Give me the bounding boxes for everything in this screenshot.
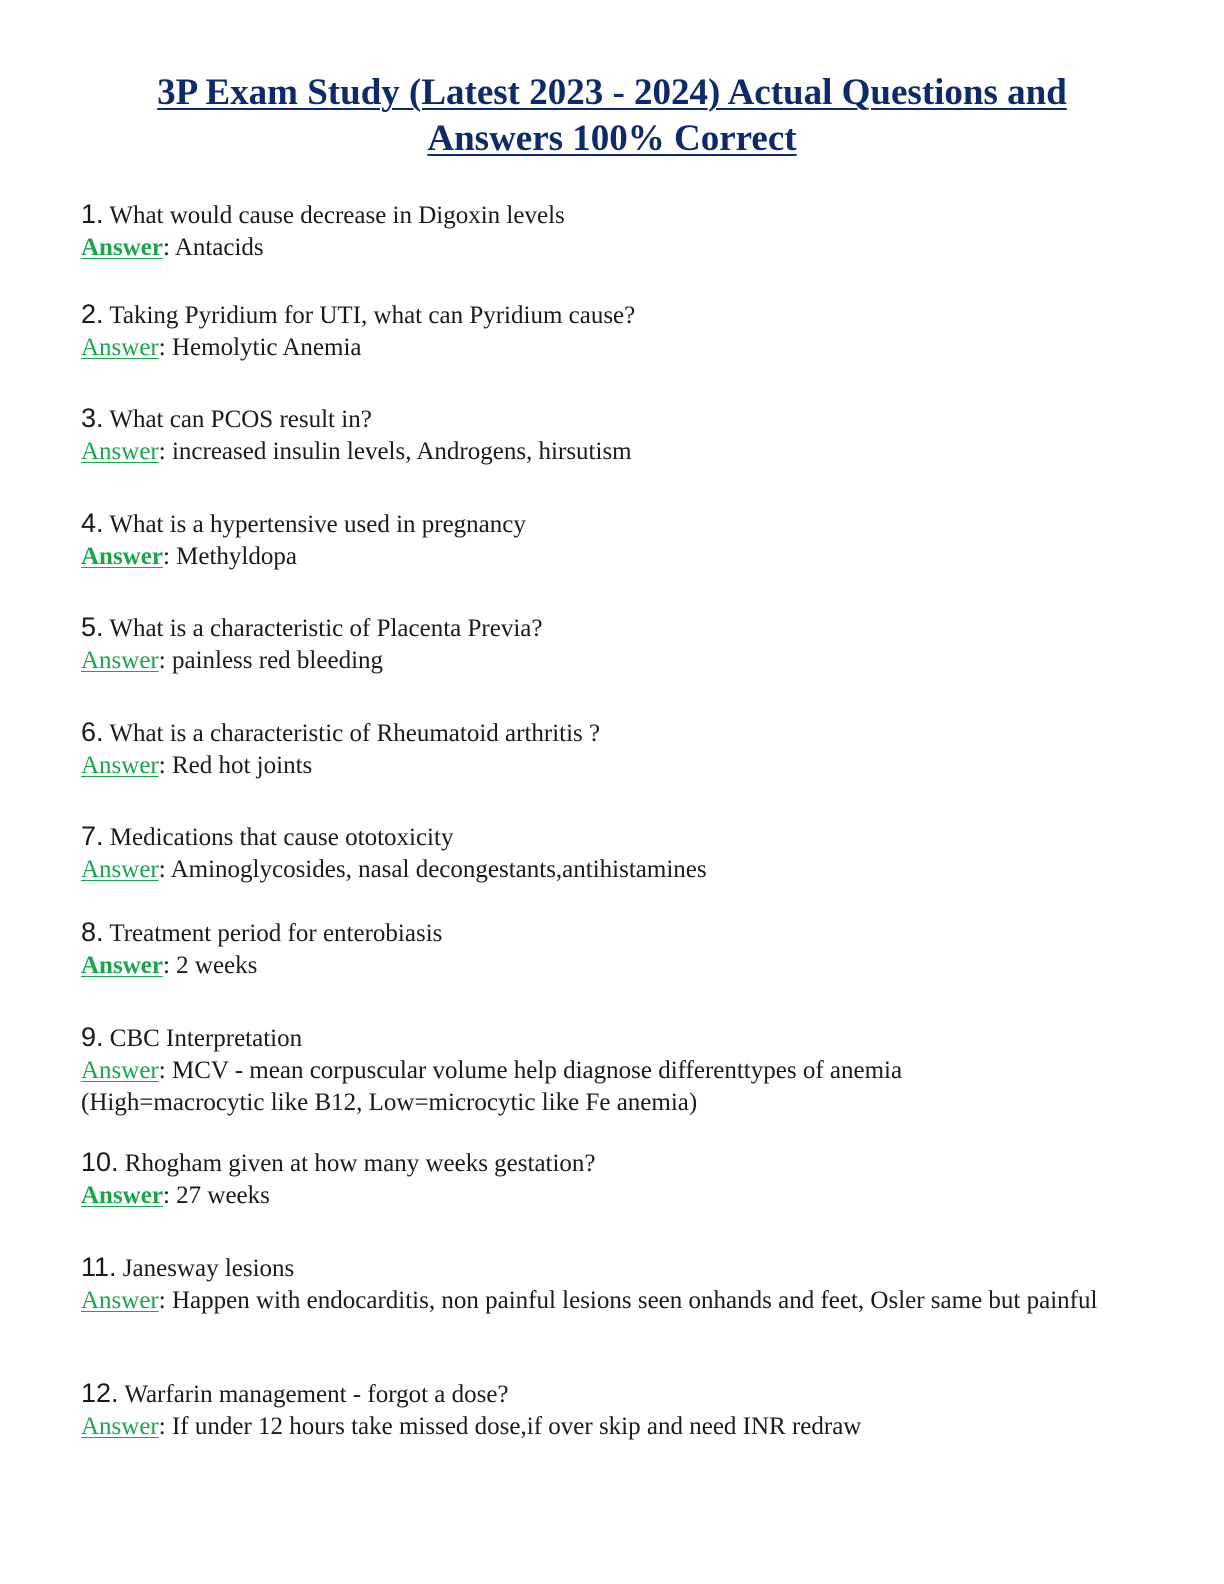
qa-item-8: [81, 916, 1141, 982]
question-text: What is a characteristic of Placenta Previa?: [109, 615, 543, 642]
answer-label: Answer: [81, 1057, 159, 1084]
answer-8: Answer: 2 weeks: [81, 952, 258, 979]
question-number: 1.: [81, 199, 104, 229]
answer-text: painless red bleeding: [171, 647, 384, 674]
answer-text: Aminoglycosides, nasal decongestants,antihistamines: [170, 856, 707, 883]
answer-label: Answer: [81, 1287, 159, 1314]
answer-text: Hemolytic Anemia: [171, 334, 362, 361]
question-number: 10.: [81, 1147, 119, 1177]
qa-item-11: [81, 1251, 1141, 1317]
question-1: [81, 198, 1141, 232]
qa-item-9: [81, 1021, 1141, 1119]
question-number: 12.: [81, 1378, 119, 1408]
question-number: 2.: [81, 299, 104, 329]
answer-12: Answer: If under 12 hours take missed dose,if over skip and need INR redraw: [81, 1413, 862, 1440]
qa-item-12: [81, 1377, 1141, 1443]
answer-label: Answer: [81, 234, 163, 261]
qa-item-7: [81, 820, 1141, 886]
question-text: Treatment period for enterobiasis: [109, 920, 443, 947]
page-title: [60, 70, 1164, 162]
question-number: 3.: [81, 403, 104, 433]
question-text: What is a hypertensive used in pregnancy: [109, 511, 526, 538]
question-12: [81, 1377, 1141, 1411]
answer-5: Answer: painless red bleeding: [81, 647, 384, 674]
question-number: 6.: [81, 717, 104, 747]
answer-label: Answer: [81, 1413, 159, 1440]
answer-10: Answer: 27 weeks: [81, 1182, 270, 1209]
question-number: 4.: [81, 508, 104, 538]
answer-4: Answer: Methyldopa: [81, 543, 297, 570]
qa-item-1: [81, 198, 1141, 264]
question-text: Rhogham given at how many weeks gestation?: [124, 1150, 596, 1177]
answer-3: Answer: increased insulin levels, Androgens, hirsutism: [81, 438, 632, 465]
question-11: [81, 1251, 1141, 1285]
question-8: [81, 916, 1141, 950]
question-number: 5.: [81, 612, 104, 642]
answer-text: 2 weeks: [176, 952, 258, 979]
question-5: [81, 611, 1141, 645]
question-text: CBC Interpretation: [109, 1025, 303, 1052]
question-text: What can PCOS result in?: [109, 406, 372, 433]
answer-label: Answer: [81, 438, 159, 465]
answer-text: Happen with endocarditis, non painful lesions seen onhands and feet, Osler same but painful: [171, 1287, 1098, 1314]
question-text: Taking Pyridium for UTI, what can Pyridium cause?: [109, 302, 636, 329]
answer-text: 27 weeks: [176, 1182, 270, 1209]
title-line-1: 3P Exam Study (Latest 2023 - 2024) Actual Questions and: [157, 72, 1067, 113]
answer-text: MCV - mean corpuscular volume help diagnose differenttypes of anemia (High=macrocytic like B12, Low=microcytic like Fe anemia): [81, 1057, 903, 1116]
answer-text: Red hot joints: [171, 752, 313, 779]
qa-item-2: [81, 298, 1141, 364]
question-2: [81, 298, 1141, 332]
question-number: 11.: [81, 1252, 117, 1282]
question-number: 8.: [81, 917, 104, 947]
question-3: [81, 402, 1141, 436]
answer-1: Answer: Antacids: [81, 234, 264, 261]
answer-label: Answer: [81, 647, 159, 674]
answer-text: Methyldopa: [176, 543, 297, 570]
question-7: [81, 820, 1141, 854]
question-number: 9.: [81, 1022, 104, 1052]
answer-7: Answer: Aminoglycosides, nasal decongestants,antihistamines: [81, 856, 707, 883]
answer-text: Antacids: [174, 234, 264, 261]
answer-label: Answer: [81, 752, 159, 779]
qa-item-6: [81, 716, 1141, 782]
question-number: 7.: [81, 821, 104, 851]
answer-text: increased insulin levels, Androgens, hirsutism: [171, 438, 632, 465]
title-line-2: Answers 100% Correct: [427, 118, 797, 159]
answer-label: Answer: [81, 543, 163, 570]
question-6: [81, 716, 1141, 750]
question-text: What would cause decrease in Digoxin levels: [109, 202, 565, 229]
qa-item-5: [81, 611, 1141, 677]
answer-text: If under 12 hours take missed dose,if over skip and need INR redraw: [171, 1413, 862, 1440]
qa-item-4: [81, 507, 1141, 573]
qa-item-3: [81, 402, 1141, 468]
answer-2: Answer: Hemolytic Anemia: [81, 334, 362, 361]
answer-11: Answer: Happen with endocarditis, non painful lesions seen onhands and feet, Osler same but painful: [81, 1287, 1098, 1314]
answer-6: Answer: Red hot joints: [81, 752, 313, 779]
question-text: Warfarin management - forgot a dose?: [124, 1381, 509, 1408]
answer-9: Answer: MCV - mean corpuscular volume help diagnose differenttypes of anemia (High=macrocytic like B12, Low=microcytic like Fe anemia): [81, 1057, 903, 1116]
question-4: [81, 507, 1141, 541]
answer-label: Answer: [81, 334, 159, 361]
question-text: What is a characteristic of Rheumatoid arthritis ?: [109, 720, 601, 747]
question-9: [81, 1021, 1141, 1055]
question-text: Janesway lesions: [122, 1255, 295, 1282]
question-10: [81, 1146, 1141, 1180]
qa-item-10: [81, 1146, 1141, 1212]
answer-label: Answer: [81, 952, 163, 979]
question-text: Medications that cause ototoxicity: [109, 824, 454, 851]
answer-label: Answer: [81, 856, 159, 883]
answer-label: Answer: [81, 1182, 163, 1209]
